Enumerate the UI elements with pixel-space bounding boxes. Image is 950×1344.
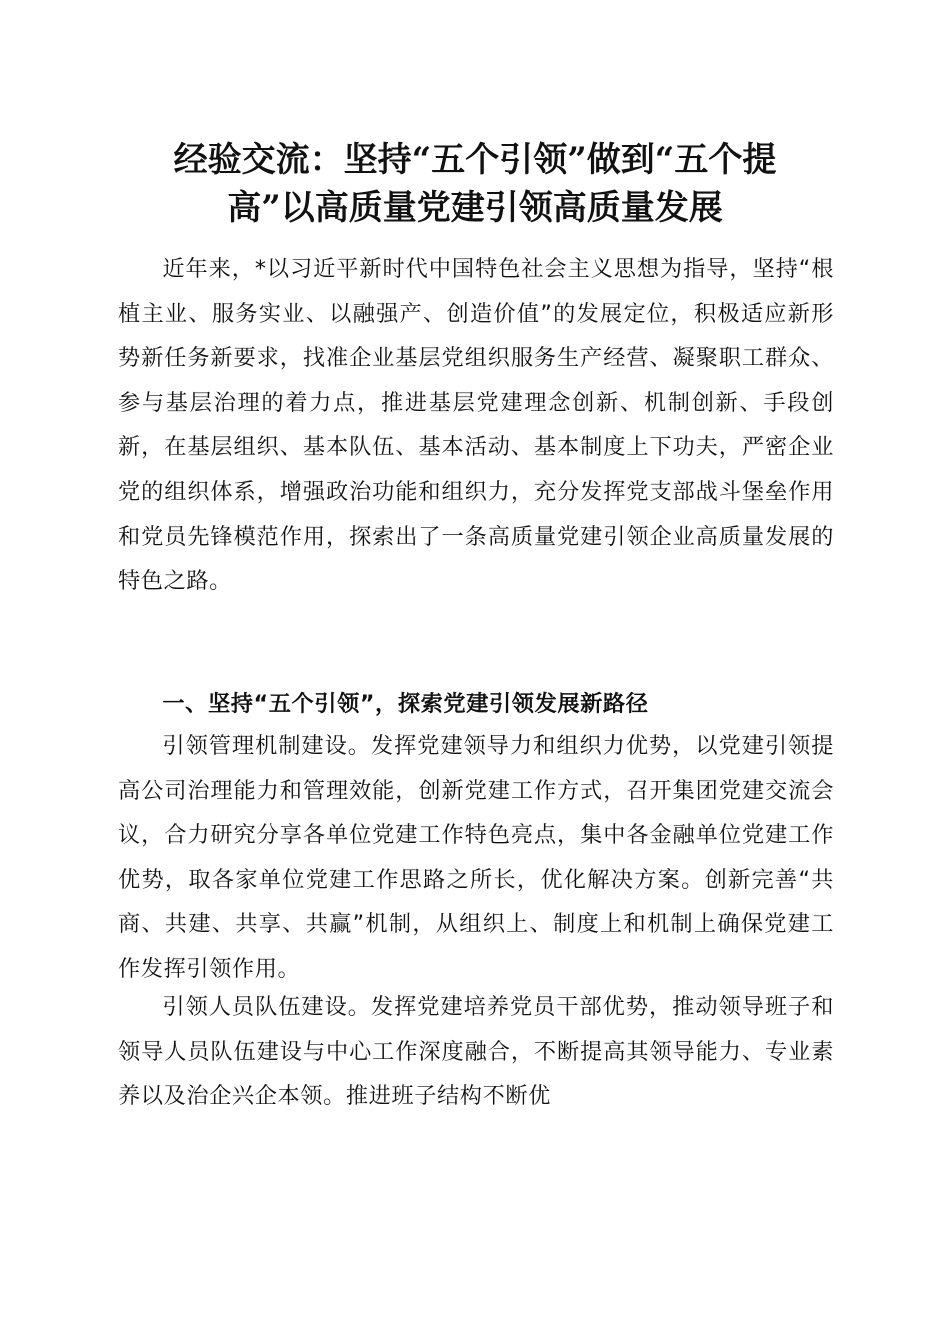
intro-paragraph: 近年来，*以习近平新时代中国特色社会主义思想为指导，坚持“根植主业、服务实业、以融强产、创造价值”的发展定位，积极适应新形势新任务新要求，找准企业基层党组织服务生产经营、凝聚职工群众、参与基层治理的着力点，推进基层党建理念创新、机制创新、手段创新，在基层组织、基本队伍、基本活动、基本制度上下功夫，严密企业党的组织体系，增强政治功能和组织力，充分发挥党支部战斗堡垒作用和党员先锋模范作用，探索出了一条高质量党建引领企业高质量发展的特色之路。 [118, 256, 834, 595]
title-line-1: 经验交流：坚持“五个引领”做到“五个提 [173, 140, 777, 180]
section-heading-block [118, 682, 834, 727]
team-building-paragraph: 引领人员队伍建设。发挥党建培养党员干部优势，推动领导班子和领导人员队伍建设与中心工作深度融合，不断提高其领导能力、专业素养以及治企兴企本领。推进班子结构不断优 [118, 994, 834, 1110]
document-title [80, 136, 870, 232]
intro-paragraph-block [118, 247, 834, 604]
section-heading-1: 一、坚持“五个引领”，探索党建引领发展新路径 [162, 691, 649, 717]
management-paragraph-block [118, 724, 834, 992]
management-mechanism-paragraph: 引领管理机制建设。发挥党建领导力和组织力优势，以党建引领提高公司治理能力和管理效能，创新党建工作方式，召开集团党建交流会议，合力研究分享各单位党建工作特色亮点，集中各金融单位党建工作优势，取各家单位党建工作思路之所长，优化解决方案。创新完善“共商、共建、共享、共赢”机制，从组织上、制度上和机制上确保党建工作发挥引领作用。 [118, 733, 834, 982]
title-line-2: 高”以高质量党建引领高质量发展 [227, 188, 723, 228]
team-paragraph-block [118, 985, 834, 1119]
